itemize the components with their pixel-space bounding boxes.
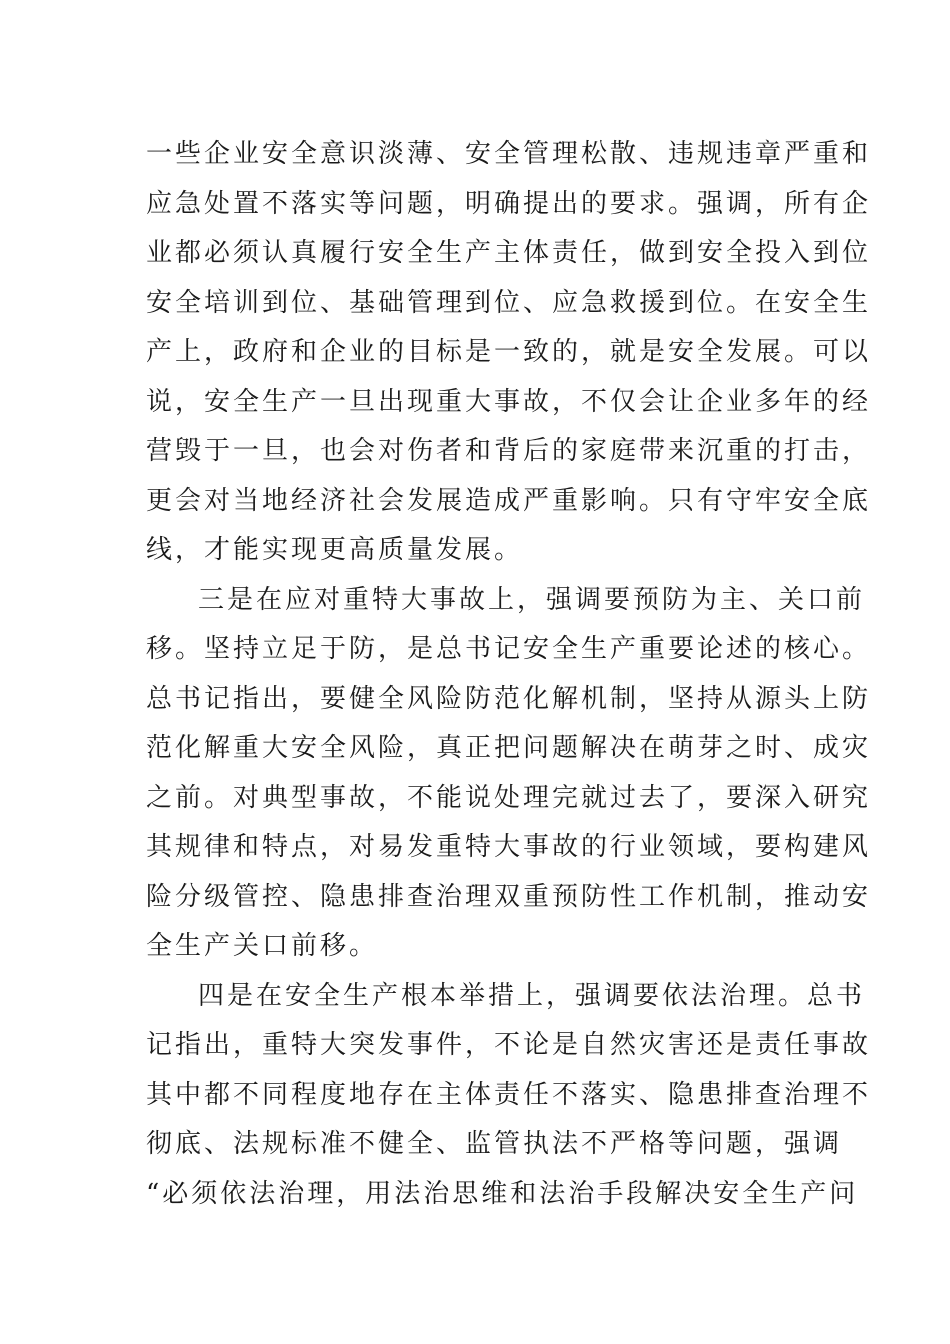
paragraph-start-line: 三是在应对重特大事故上，强调要预防为主、关口前 <box>198 584 866 615</box>
text-line: 移。坚持立足于防，是总书记安全生产重要论述的核心。 <box>146 634 872 664</box>
text-line: 总书记指出，要健全风险防范化解机制，坚持从源头上防 <box>146 683 872 714</box>
text-line: 业都必须认真履行安全生产主体责任，做到安全投入到位 <box>146 238 872 268</box>
text-line: 之前。对典型事故，不能说处理完就过去了，要深入研究 <box>146 782 872 813</box>
text-line: 全生产关口前移。 <box>146 931 379 961</box>
text-line: 险分级管控、隐患排查治理双重预防性工作机制，推动安 <box>146 881 872 912</box>
text-line: 更会对当地经济社会发展造成严重影响。只有守牢安全底 <box>146 485 872 516</box>
text-line: 范化解重大安全风险，真正把问题解决在萌芽之时、成灾 <box>146 733 872 763</box>
text-line: 营毁于一旦，也会对伤者和背后的家庭带来沉重的打击， <box>146 436 872 466</box>
text-line: 应急处置不落实等问题，明确提出的要求。强调，所有企 <box>146 188 872 219</box>
text-line: 线，才能实现更高质量发展。 <box>146 535 524 565</box>
text-line: “必须依法治理，用法治思维和法治手段解决安全生产问 <box>146 1178 859 1209</box>
text-line: 一些企业安全意识淡薄、安全管理松散、违规违章严重和 <box>146 139 872 169</box>
text-line: 说，安全生产一旦出现重大事故，不仅会让企业多年的经 <box>146 386 872 417</box>
text-line: 产上，政府和企业的目标是一致的，就是安全发展。可以 <box>146 337 872 367</box>
text-line: 彻底、法规标准不健全、监管执法不严格等问题，强调 <box>146 1129 843 1159</box>
text-line: 安全培训到位、基础管理到位、应急救援到位。在安全生 <box>146 287 872 318</box>
paragraph-start-line: 四是在安全生产根本举措上，强调要依法治理。总书 <box>198 980 866 1011</box>
text-line: 记指出，重特大突发事件，不论是自然灾害还是责任事故 <box>146 1030 872 1060</box>
text-line: 其规律和特点，对易发重特大事故的行业领域，要构建风 <box>146 832 872 862</box>
body-text <box>146 130 872 1219</box>
text-line: 其中都不同程度地存在主体责任不落实、隐患排查治理不 <box>146 1079 872 1110</box>
